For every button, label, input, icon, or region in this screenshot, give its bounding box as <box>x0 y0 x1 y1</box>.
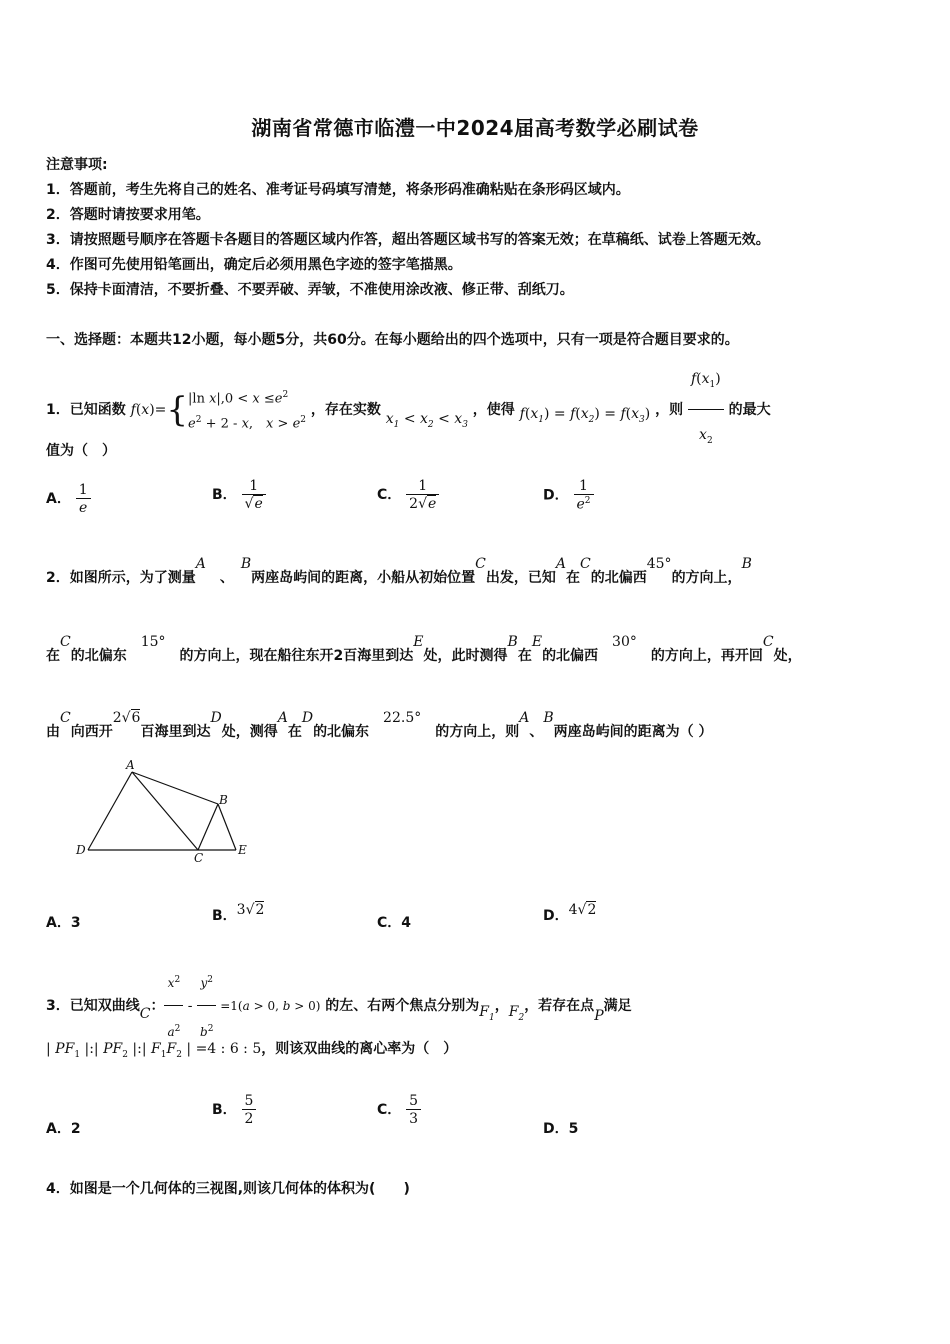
angle-15: 15° <box>126 634 166 650</box>
point-c: C <box>60 710 71 726</box>
q2-text: 的方向上，则 <box>435 724 520 740</box>
question-2-line-2 <box>46 636 802 676</box>
q2-option-a[interactable]: A．3 <box>46 915 81 931</box>
point-c: C <box>762 634 774 650</box>
q2-text: 的方向上，现在船往东开2百海里到达 <box>179 648 414 664</box>
q2-text: 在 <box>46 648 60 664</box>
notice-item: 3．请按照题号顺序在答题卡各题目的答题区域内作答，超出答题区域书写的答案无效；在草稿纸、试卷上答题无效。 <box>46 232 770 248</box>
q3-option-c[interactable]: C． $\frac{5}{3}$ <box>377 1093 421 1127</box>
notice-heading: 注意事项: <box>46 157 108 173</box>
option-label: B． <box>212 908 237 924</box>
angle-45: 45° <box>646 556 672 572</box>
q2-text: 向西开 <box>70 724 113 740</box>
q3-option-b[interactable]: B． $\frac{5}{2}$ <box>212 1093 256 1127</box>
q3-option-a[interactable]: A．2 <box>46 1121 81 1137</box>
q2-text: 在 <box>517 648 532 664</box>
point-a: A <box>277 710 288 726</box>
q1-option-c[interactable]: C． $\frac{1}{2√e}$ <box>377 478 439 512</box>
q1-text: 的最大 <box>728 401 771 418</box>
q3-text: 满足 <box>603 998 632 1014</box>
point-e: E <box>531 634 543 650</box>
q2-text: 处，测得 <box>221 724 278 740</box>
q3-text: 3．已知双曲线 <box>46 998 140 1014</box>
point-b: B <box>507 634 518 650</box>
point-b: B <box>741 556 752 572</box>
point-c: C <box>60 634 71 650</box>
q2-text: 的北偏东 <box>313 724 370 740</box>
distance-2sqrt6: 2√6 <box>112 710 141 726</box>
figure-label-e: E <box>238 843 247 857</box>
point-c: C <box>475 556 486 572</box>
option-label: D． <box>543 908 569 924</box>
q3-text: ， <box>494 998 509 1014</box>
q1-text: ，存在实数 <box>310 401 381 418</box>
hyperbola-equation: $\frac{x^2}{a^2}$ <box>164 958 183 1054</box>
q2-text: 处，此时测得 <box>423 648 508 664</box>
q1-piecewise: |ln $x|,0 < x \le e^2$ $e^2 + 2 - x$, $x > e^2$ <box>188 390 306 432</box>
q3-text: ，若存在点 <box>524 998 595 1014</box>
point-e: E <box>413 634 424 650</box>
q3-text: 的左、右两个焦点分别为 <box>325 998 480 1014</box>
q2-text: 在 <box>287 724 302 740</box>
figure-label-a: A <box>126 758 135 772</box>
q1-option-a[interactable]: A． $\frac{1}{e}$ <box>46 482 91 516</box>
point-b: B <box>240 556 252 572</box>
q2-text: 由 <box>46 724 60 740</box>
point-d: D <box>210 710 222 726</box>
q1-option-d[interactable]: D． $\frac{1}{e^2}$ <box>543 478 594 513</box>
q1-text: 1．已知函数 <box>46 401 126 418</box>
option-label: D． <box>543 487 569 504</box>
option-label: C． <box>377 1102 402 1118</box>
point-a: A <box>555 556 567 572</box>
focus-f2: $F_2$ <box>508 1004 525 1023</box>
figure-label-d: D <box>76 843 86 857</box>
q2-text: 百海里到达 <box>140 724 211 740</box>
q3-text: ，则该双曲线的离心率为（ ） <box>261 1041 458 1057</box>
q1-ratio: $\frac{f(x_1)}{x_2}$ <box>688 355 724 465</box>
section-heading: 一、选择题：本题共12小题，每小题5分，共60分。在每小题给出的四个选项中，只有一项是符合题目要求的。 <box>46 332 739 348</box>
q2-text: 处， <box>773 648 802 664</box>
q2-figure <box>70 758 260 868</box>
q1-text: ，使得 <box>472 401 515 418</box>
q2-option-b[interactable]: B．3√2 <box>212 902 265 924</box>
q2-text: 2．如图所示，为了测量 <box>46 570 196 586</box>
option-label: A． <box>46 491 71 507</box>
point-d: D <box>301 710 314 726</box>
question-3-line-2 <box>46 1038 457 1060</box>
q2-text: 在 <box>566 570 581 586</box>
point-a: A <box>195 556 206 572</box>
notice-item: 4．作图可先使用铅笔画出，确定后必须用黑色字迹的签字笔描黑。 <box>46 257 462 273</box>
angle-30: 30° <box>598 634 637 650</box>
question-1: 1．已知函数 f(x)={ |ln $x|,0 < x \le e^2$ $e^2 + 2 - x$, $x > e^2$ ，存在实数 $x_1 < x_2 < x_3$ ，使得 $f(x_1) = f(x_2) = f(x_3)$ ，则 $\frac{f(x_1)}{x_2}$ 的最大 <box>46 355 771 465</box>
notice-item: 1．答题前，考生先将自己的姓名、准考证号码填写清楚，将条形码准确粘贴在条形码区域内。 <box>46 182 630 198</box>
segment-be <box>218 804 236 850</box>
q3-text: ： <box>150 998 165 1014</box>
question-3-line-1: 3．已知双曲线C： $\frac{x^2}{a^2}$ - $\frac{y^2}{b^2}$ =1(a > 0, b > 0) 的左、右两个焦点分别为$F_1$，$F_2$，若存在点P满足 <box>46 958 632 1054</box>
option-label: C． <box>377 487 402 503</box>
q2-text: 出发，已知 <box>485 570 556 586</box>
q2-option-d[interactable]: D．4√2 <box>543 902 597 924</box>
q2-text: 的北偏东 <box>70 648 127 664</box>
point-b: B <box>543 710 554 726</box>
q1-equality: f <box>519 405 525 422</box>
q2-text: 、 <box>219 570 227 586</box>
notice-item: 2．答题时请按要求用笔。 <box>46 207 210 223</box>
figure-label-b: B <box>219 793 228 807</box>
point-c: C <box>580 556 591 572</box>
q1-function-name: f <box>130 401 136 418</box>
focus-f1: $F_1$ <box>479 1004 495 1023</box>
question-4: 4．如图是一个几何体的三视图,则该几何体的体积为( ) <box>46 1181 410 1197</box>
option-label: B． <box>212 487 237 503</box>
question-2-line-3 <box>46 712 713 752</box>
ratio-expression: | $PF_1$ |:| $PF_2$ |:| $F_1F_2$ | =4 : 6 : 5 <box>46 1041 262 1060</box>
point-p: P <box>594 1008 604 1024</box>
segment-da <box>88 772 132 850</box>
option-label: B． <box>212 1102 237 1118</box>
q2-text: 的方向上， <box>671 570 742 586</box>
q2-text: 两座岛屿间的距离，小船从初始位置 <box>251 570 476 586</box>
point-a: A <box>519 710 530 726</box>
q1-text: 值为（ ） <box>46 443 116 459</box>
q2-text: 、 <box>529 724 544 740</box>
angle-22-5: 22.5° <box>369 710 422 726</box>
notice-item: 5．保持卡面清洁，不要折叠、不要弄破、弄皱，不准使用涂改液、修正带、刮纸刀。 <box>46 282 574 298</box>
page-title: 湖南省常德市临澧一中2024届高考数学必刷试卷 <box>251 116 699 140</box>
figure-label-c: C <box>194 851 204 865</box>
q2-text: 的北偏西 <box>542 648 599 664</box>
q1-inequality: $x_1 < x_2 < x_3$ <box>385 410 468 430</box>
q2-text: 的方向上，再开回 <box>650 648 763 664</box>
q3-option-d[interactable]: D．5 <box>543 1121 579 1137</box>
q2-text: 的北偏西 <box>590 570 647 586</box>
q2-option-c[interactable]: C．4 <box>377 915 412 931</box>
q1-option-b[interactable]: B． $\frac{1}{√e}$ <box>212 478 266 512</box>
q1-text: ，则 <box>655 401 684 418</box>
hyperbola-c: C <box>139 1006 151 1022</box>
segment-bc <box>198 804 218 850</box>
question-2-line-1 <box>46 558 752 598</box>
q2-text: 两座岛屿间的距离为（ ） <box>553 724 713 740</box>
